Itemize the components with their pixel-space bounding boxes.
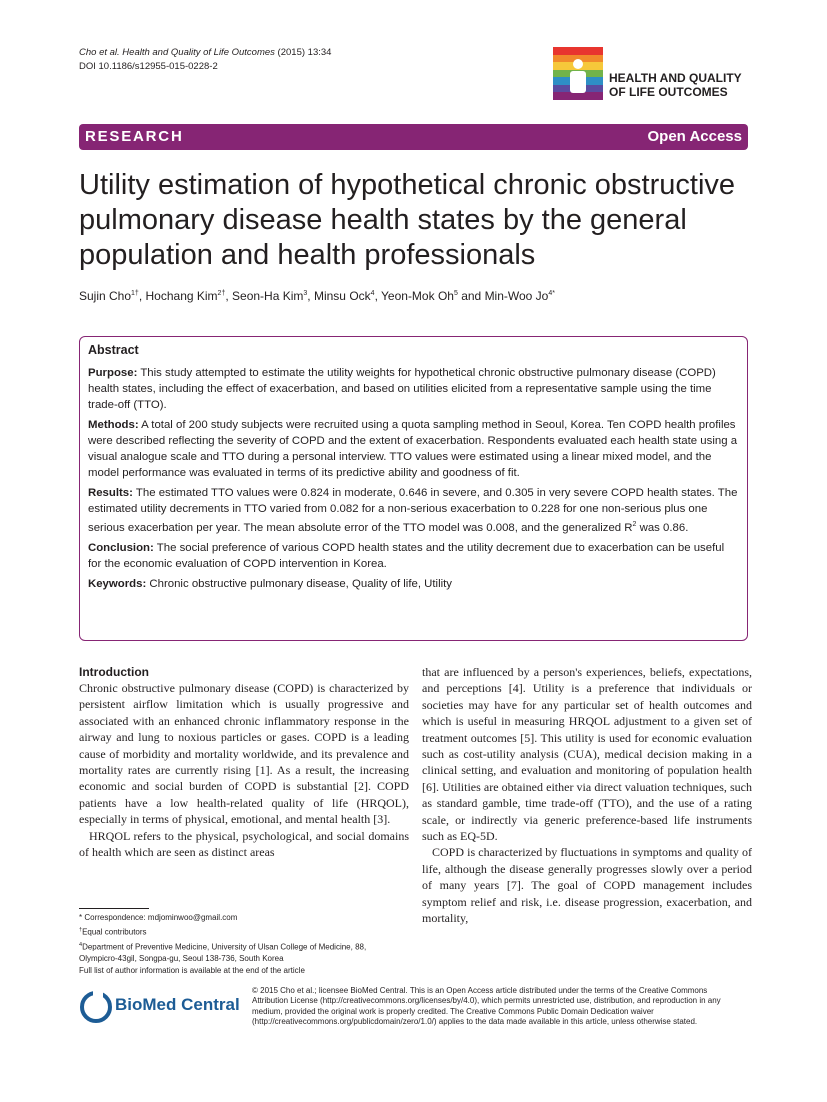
journal-logo xyxy=(553,47,753,103)
affiliation-mark: 4 xyxy=(79,941,83,948)
abstract-keywords-label: Keywords: xyxy=(88,577,147,590)
journal-logo-text xyxy=(609,71,742,99)
abstract-results-sup: 2 xyxy=(632,521,637,528)
body-paragraph: that are influenced by a person's experiences, beliefs, expectations, and perceptions [4]. Utility is a preference that individuals or societies may have for any particular set of health outcomes and which is useful in measuring HRQOL adjustment to a given set of treatment outcomes [5]. This utility is used for economic evaluation such as cost-utility analysis (CUA), medical decision making in a clinical setting, and evaluation and monitoring of population health [6]. Utilities are obtained either via direct valuation techniques, such as standard gamble, time trade-off (TTO), and the use of a rating scale, or indirectly via generic preference-based life instruments such as EQ-5D. xyxy=(422,665,752,844)
abstract-results xyxy=(88,485,739,536)
author[interactable]: Minsu Ock xyxy=(313,289,371,303)
article-title: Utility estimation of hypothetical chronic obstructive pulmonary disease health states by the general population and health professionals xyxy=(79,169,736,271)
abstract-purpose-text: This study attempted to estimate the utility weights for hypothetical chronic obstructive pulmonary disease (COPD) health states, including the effect of exacerbation, and based on utilities elicited from a representative sample using the time trade-off (TTO). xyxy=(88,367,716,411)
abstract-results-text: The estimated TTO values were 0.824 in moderate, 0.646 in severe, and 0.305 in very severe COPD health states. The estimated utility decrements in TTO varied from 0.082 for a non-serious exacerbation to 0.228 for one non-serious plus one serious exacerbation per year. The mean absolute error of the TTO model was 0.008, and the generalized R xyxy=(88,487,738,534)
abstract-conclusion-text: The social preference of various COPD health states and the utility decrement due to exacerbation can be useful for the economic evaluation of COPD intervention in Korea. xyxy=(88,541,725,570)
introduction-heading: Introduction xyxy=(79,665,149,679)
author[interactable]: Yeon-Mok Oh xyxy=(381,289,454,303)
author[interactable]: Min-Woo Jo xyxy=(484,289,549,303)
section-label: RESEARCH xyxy=(85,128,184,145)
abstract-keywords-text: Chronic obstructive pulmonary disease, Quality of life, Utility xyxy=(146,577,453,590)
abstract-box xyxy=(79,336,748,641)
citation-volume: (2015) 13:34 xyxy=(274,47,332,58)
abstract-conclusion-label: Conclusion: xyxy=(88,541,154,554)
footnote-divider xyxy=(79,908,149,909)
license-statement: © 2015 Cho et al.; licensee BioMed Central. This is an Open Access article distributed under the terms of the Creative Commons Attribution License (http://creativecommons.org/licenses/by/4.0), which permits unrestricted use, distribution, and reproduction in any medium, provided the original work is properly credited. The Creative Commons Public Domain Dedication waiver (http://creativecommons.org/publicdomain/zero/1.0/) applies to the data made available in this article, unless otherwise stated. xyxy=(252,986,721,1027)
open-access-label: Open Access xyxy=(647,128,742,145)
body-paragraph: Chronic obstructive pulmonary disease (COPD) is characterized by persistent airflow limitation which is usually progressive and associated with an enhanced chronic inflammatory response in the airway and lung to noxious particles or gases. COPD is a leading cause of morbidity and mortality worldwide, and its prevalence and mortality rates are currently rising [1]. As a result, the increasing economic and social burden of COPD is substantial [2]. COPD patients have a low health-related quality of life (HRQOL), especially in terms of physical, emotional, and mental health [3]. xyxy=(79,681,409,827)
citation-header xyxy=(79,46,331,74)
body-paragraph: HRQOL refers to the physical, psychological, and social domains of health which are seen as distinct areas xyxy=(79,828,409,860)
author-affiliation: 1† xyxy=(131,290,139,297)
biomed-central-icon xyxy=(79,990,113,1024)
footnotes xyxy=(79,912,399,977)
body-paragraph: COPD is characterized by fluctuations in symptoms and quality of life, although the disease generally progresses slowly over a period of many years [7]. The goal of COPD management includes symptom relief and risk, i.e. disease progression, exacerbation, and mortality, xyxy=(422,845,752,926)
author-affiliation: 4* xyxy=(548,290,555,297)
affiliation xyxy=(79,939,399,966)
journal-logo-stripes xyxy=(553,47,603,100)
author[interactable]: Hochang Kim xyxy=(145,289,218,303)
person-icon xyxy=(553,47,603,100)
abstract-methods-label: Methods: xyxy=(88,419,139,431)
equal-text: Equal contributors xyxy=(82,927,147,937)
affiliation-text: Department of Preventive Medicine, University of Ulsan College of Medicine, 88, Olympicro-43gil, Songpa-gu, Seoul 138-736, South Korea xyxy=(79,942,367,964)
abstract-methods xyxy=(88,417,739,481)
journal-logo-line1: HEALTH AND QUALITY xyxy=(609,71,742,85)
citation-journal: Cho et al. Health and Quality of Life Outcomes xyxy=(79,47,275,58)
abstract-purpose-label: Purpose: xyxy=(88,367,138,379)
author-affiliation: 2† xyxy=(217,290,226,297)
abstract-results-text-end: was 0.86. xyxy=(636,521,689,534)
doi: DOI 10.1186/s12955-015-0228-2 xyxy=(79,61,218,72)
abstract-purpose xyxy=(88,365,739,413)
author-list: Sujin Cho$^{1\dagger}$, Hochang Kim$^{2\dagger}$, Seon-Ha Kim$^3$, Minsu Ock$^4$, Yeon-Mok Oh$^5$ and Min-Woo $Jo^{4*}$ xyxy=(79,289,555,303)
biomed-central-logo xyxy=(79,988,239,1026)
author[interactable]: Seon-Ha Kim xyxy=(232,289,304,303)
equal-mark: † xyxy=(79,927,83,933)
abstract-heading: Abstract xyxy=(88,343,139,357)
journal-logo-line2: OF LIFE OUTCOMES xyxy=(609,85,728,99)
full-author-info: Full list of author information is available at the end of the article xyxy=(79,966,305,976)
equal-contributors xyxy=(79,924,399,939)
abstract-results-label: Results: xyxy=(88,487,133,499)
abstract-conclusion xyxy=(88,540,739,572)
author-affiliation: 5 xyxy=(453,290,458,297)
author-affiliation: 3 xyxy=(303,290,308,297)
correspondence[interactable]: * Correspondence: mdjominwoo@gmail.com xyxy=(79,913,238,922)
abstract-methods-text: A total of 200 study subjects were recruited using a quota sampling method in Seoul, Korea. Ten COPD health profiles were described reflecting the severity of COPD and the extent of exacerbation. Respondents evaluated each health state using a visual analogue scale and TTO during a personal interview. TTO values were estimated using a linear mixed model, and the model performance was evaluated in terms of its predictive ability and goodness of fit. xyxy=(88,419,738,479)
article-type-banner xyxy=(79,124,748,150)
biomed-central-wordmark: BioMed Central xyxy=(115,995,240,1014)
abstract-keywords xyxy=(88,576,739,592)
body-column-right xyxy=(422,664,752,927)
body-column-left xyxy=(79,664,409,860)
author[interactable]: Sujin Cho xyxy=(79,289,132,303)
author-affiliation: 4 xyxy=(370,290,375,297)
